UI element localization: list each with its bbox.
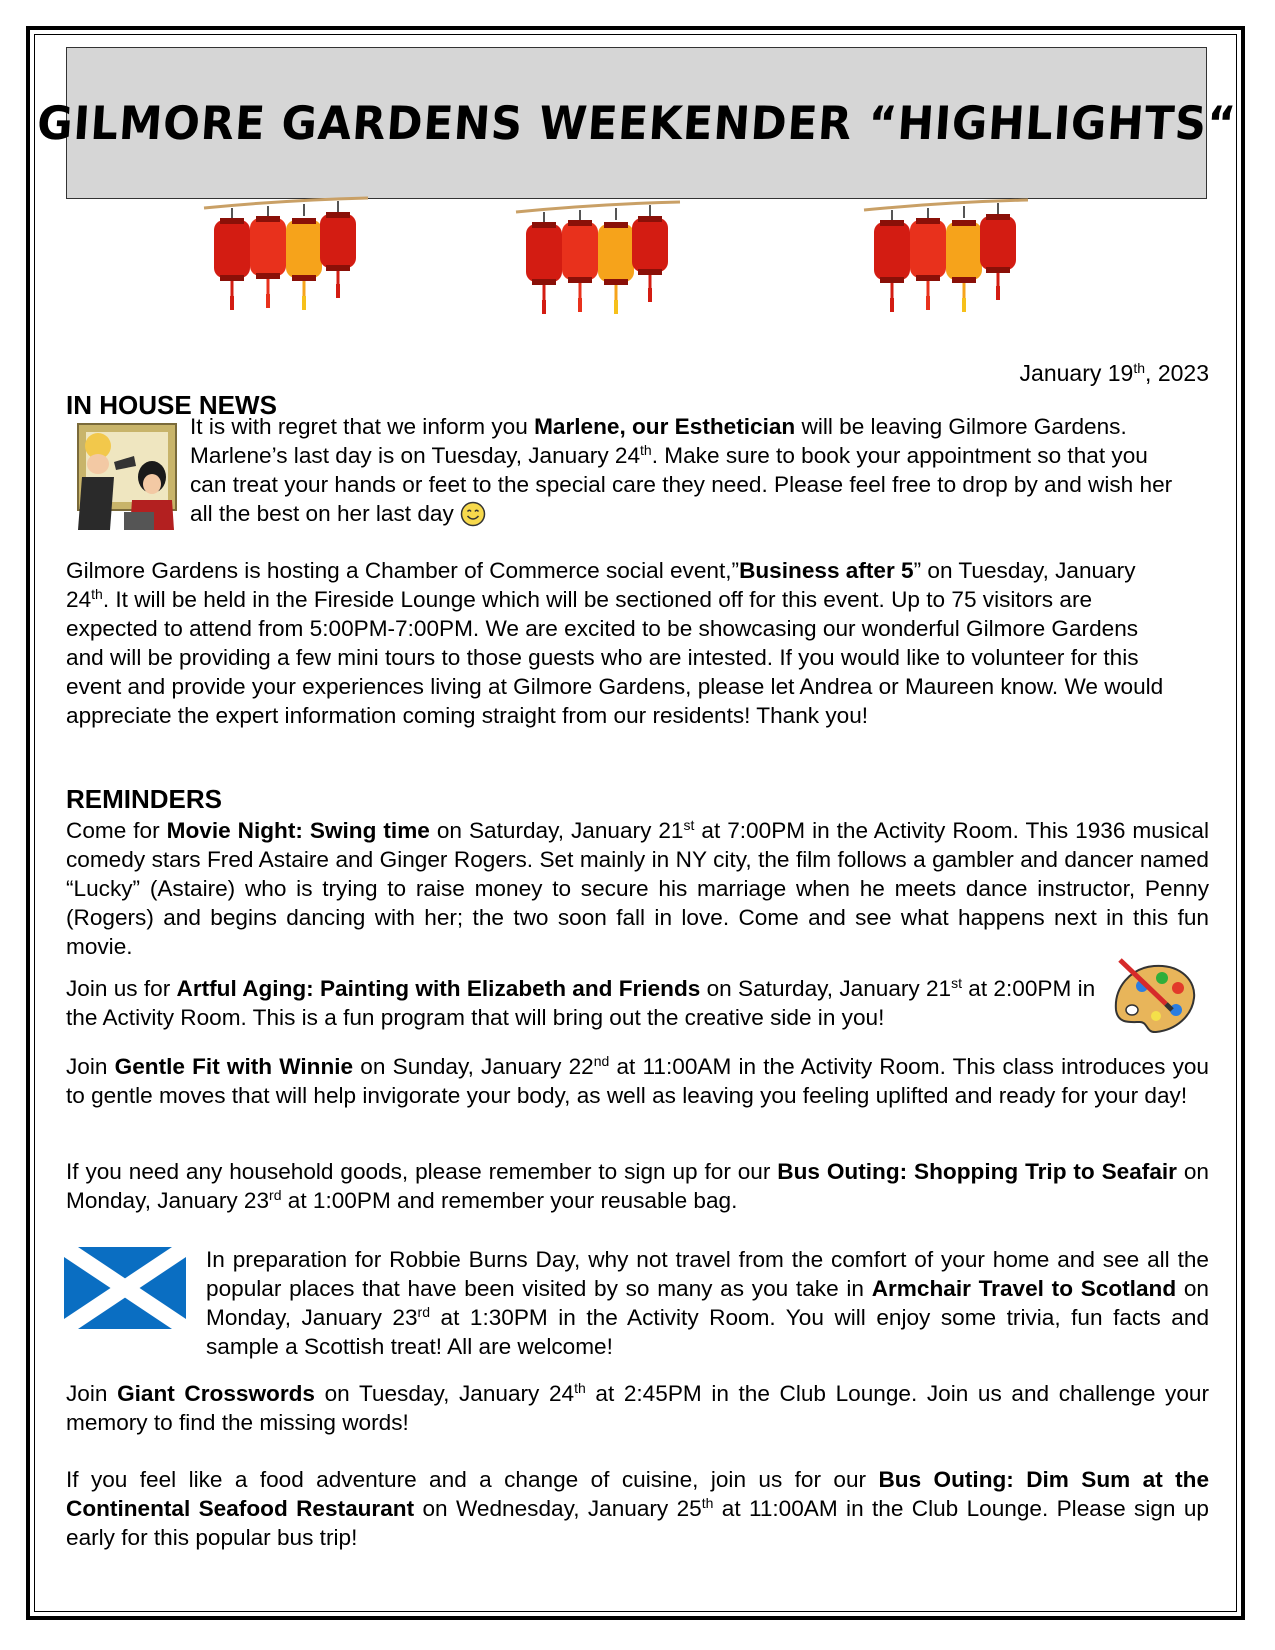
reminder-dim-sum: If you feel like a food adventure and a change of cuisine, join us for our Bus Outing: Dim Sum at the Continental Seafood Restaurant on Wednesday, January 25th at 11:00AM in the Club Lounge. Please sign up early for this popular bus trip! xyxy=(66,1467,1210,1550)
newsletter-title: GILMORE GARDENS WEEKENDER “HIGHLIGHTS“ xyxy=(35,96,1238,150)
scotland-flag-icon xyxy=(64,1247,186,1329)
lantern-garland-icon xyxy=(860,198,1032,332)
issue-date: January 19th, 2023 xyxy=(1019,360,1209,386)
esthetician-announcement: It is with regret that we inform you Marlene, our Esthetician will be leaving Gilmore Gardens. Marlene’s last day is on Tuesday, January 24th. Make sure to book your appointment so that you can treat your hands or feet to the special care they need. Please feel free to drop by and wish her all the best on her last day xyxy=(190,414,1173,526)
reminder-shopping-trip: If you need any household goods, please remember to sign up for our Bus Outing: Shopping Trip to Seafair on Monday, January 23rd at 1:00PM and remember your reusable bag. xyxy=(66,1159,1209,1213)
business-after-5-announcement: Gilmore Gardens is hosting a Chamber of Commerce social event,”Business after 5” on Tuesday, January 24th. It will be held in the Fireside Lounge which will be sectioned off for this event. Up to 75 visitors are expected to attend from 5:00PM-7:00PM. We are excited to be showcasing our wonderful Gilmore Gardens and will be providing a few mini tours to those guests who are intested. If you would like to volunteer for this event and provide your experiences living at Gilmore Gardens, please let Andrea or Maureen know. We would appreciate the expert information coming straight from our residents! Thank you! xyxy=(66,558,1164,728)
reminder-movie-night: Come for Movie Night: Swing time on Saturday, January 21st at 7:00PM in the Activity Room. This 1936 musical comedy stars Fred Astaire and Ginger Rogers. Set mainly in NY city, the film follows a gambler and dancer named “Lucky” (Astaire) who is trying to raise money to secure his marriage when he meets dance instructor, Penny (Rogers) and begins dancing with her; the two soon fall in love. Come and see what happens next in this fun movie. xyxy=(66,817,1209,959)
reminder-artful-aging: Join us for Artful Aging: Painting with Elizabeth and Friends on Saturday, January 21st at 2:00PM in the Activity Room. This is a fun program that will bring out the creative side in you! xyxy=(66,975,1096,1030)
reminder-gentle-fit: Join Gentle Fit with Winnie on Sunday, January 22nd at 11:00AM in the Activity Room. This class introduces you to gentle moves that will help invigorate your body, as well as leaving you feeling uplifted and ready for your day! xyxy=(66,1053,1209,1108)
reminder-armchair-travel: In preparation for Robbie Burns Day, why not travel from the comfort of your home and see all the popular places that have been visited by so many as you take in Armchair Travel to Scotland on Monday, January 23rd at 1:30PM in the Activity Room. You will enjoy some trivia, fun facts and sample a Scottish treat! All are welcome! xyxy=(206,1247,1210,1359)
lantern-garland-icon xyxy=(512,200,684,332)
title-banner xyxy=(35,47,1238,199)
in-house-news-heading: IN HOUSE NEWS xyxy=(66,390,277,420)
reminders-heading: REMINDERS xyxy=(66,784,223,814)
salon-clipart-icon xyxy=(64,422,178,532)
smiley-face-icon xyxy=(460,501,486,527)
reminder-giant-crosswords: Join Giant Crosswords on Tuesday, January 24th at 2:45PM in the Club Lounge. Join us and challenge your memory to find the missing words! xyxy=(66,1380,1209,1435)
lantern-garland-icon xyxy=(200,196,372,328)
paint-palette-icon xyxy=(1112,958,1198,1038)
